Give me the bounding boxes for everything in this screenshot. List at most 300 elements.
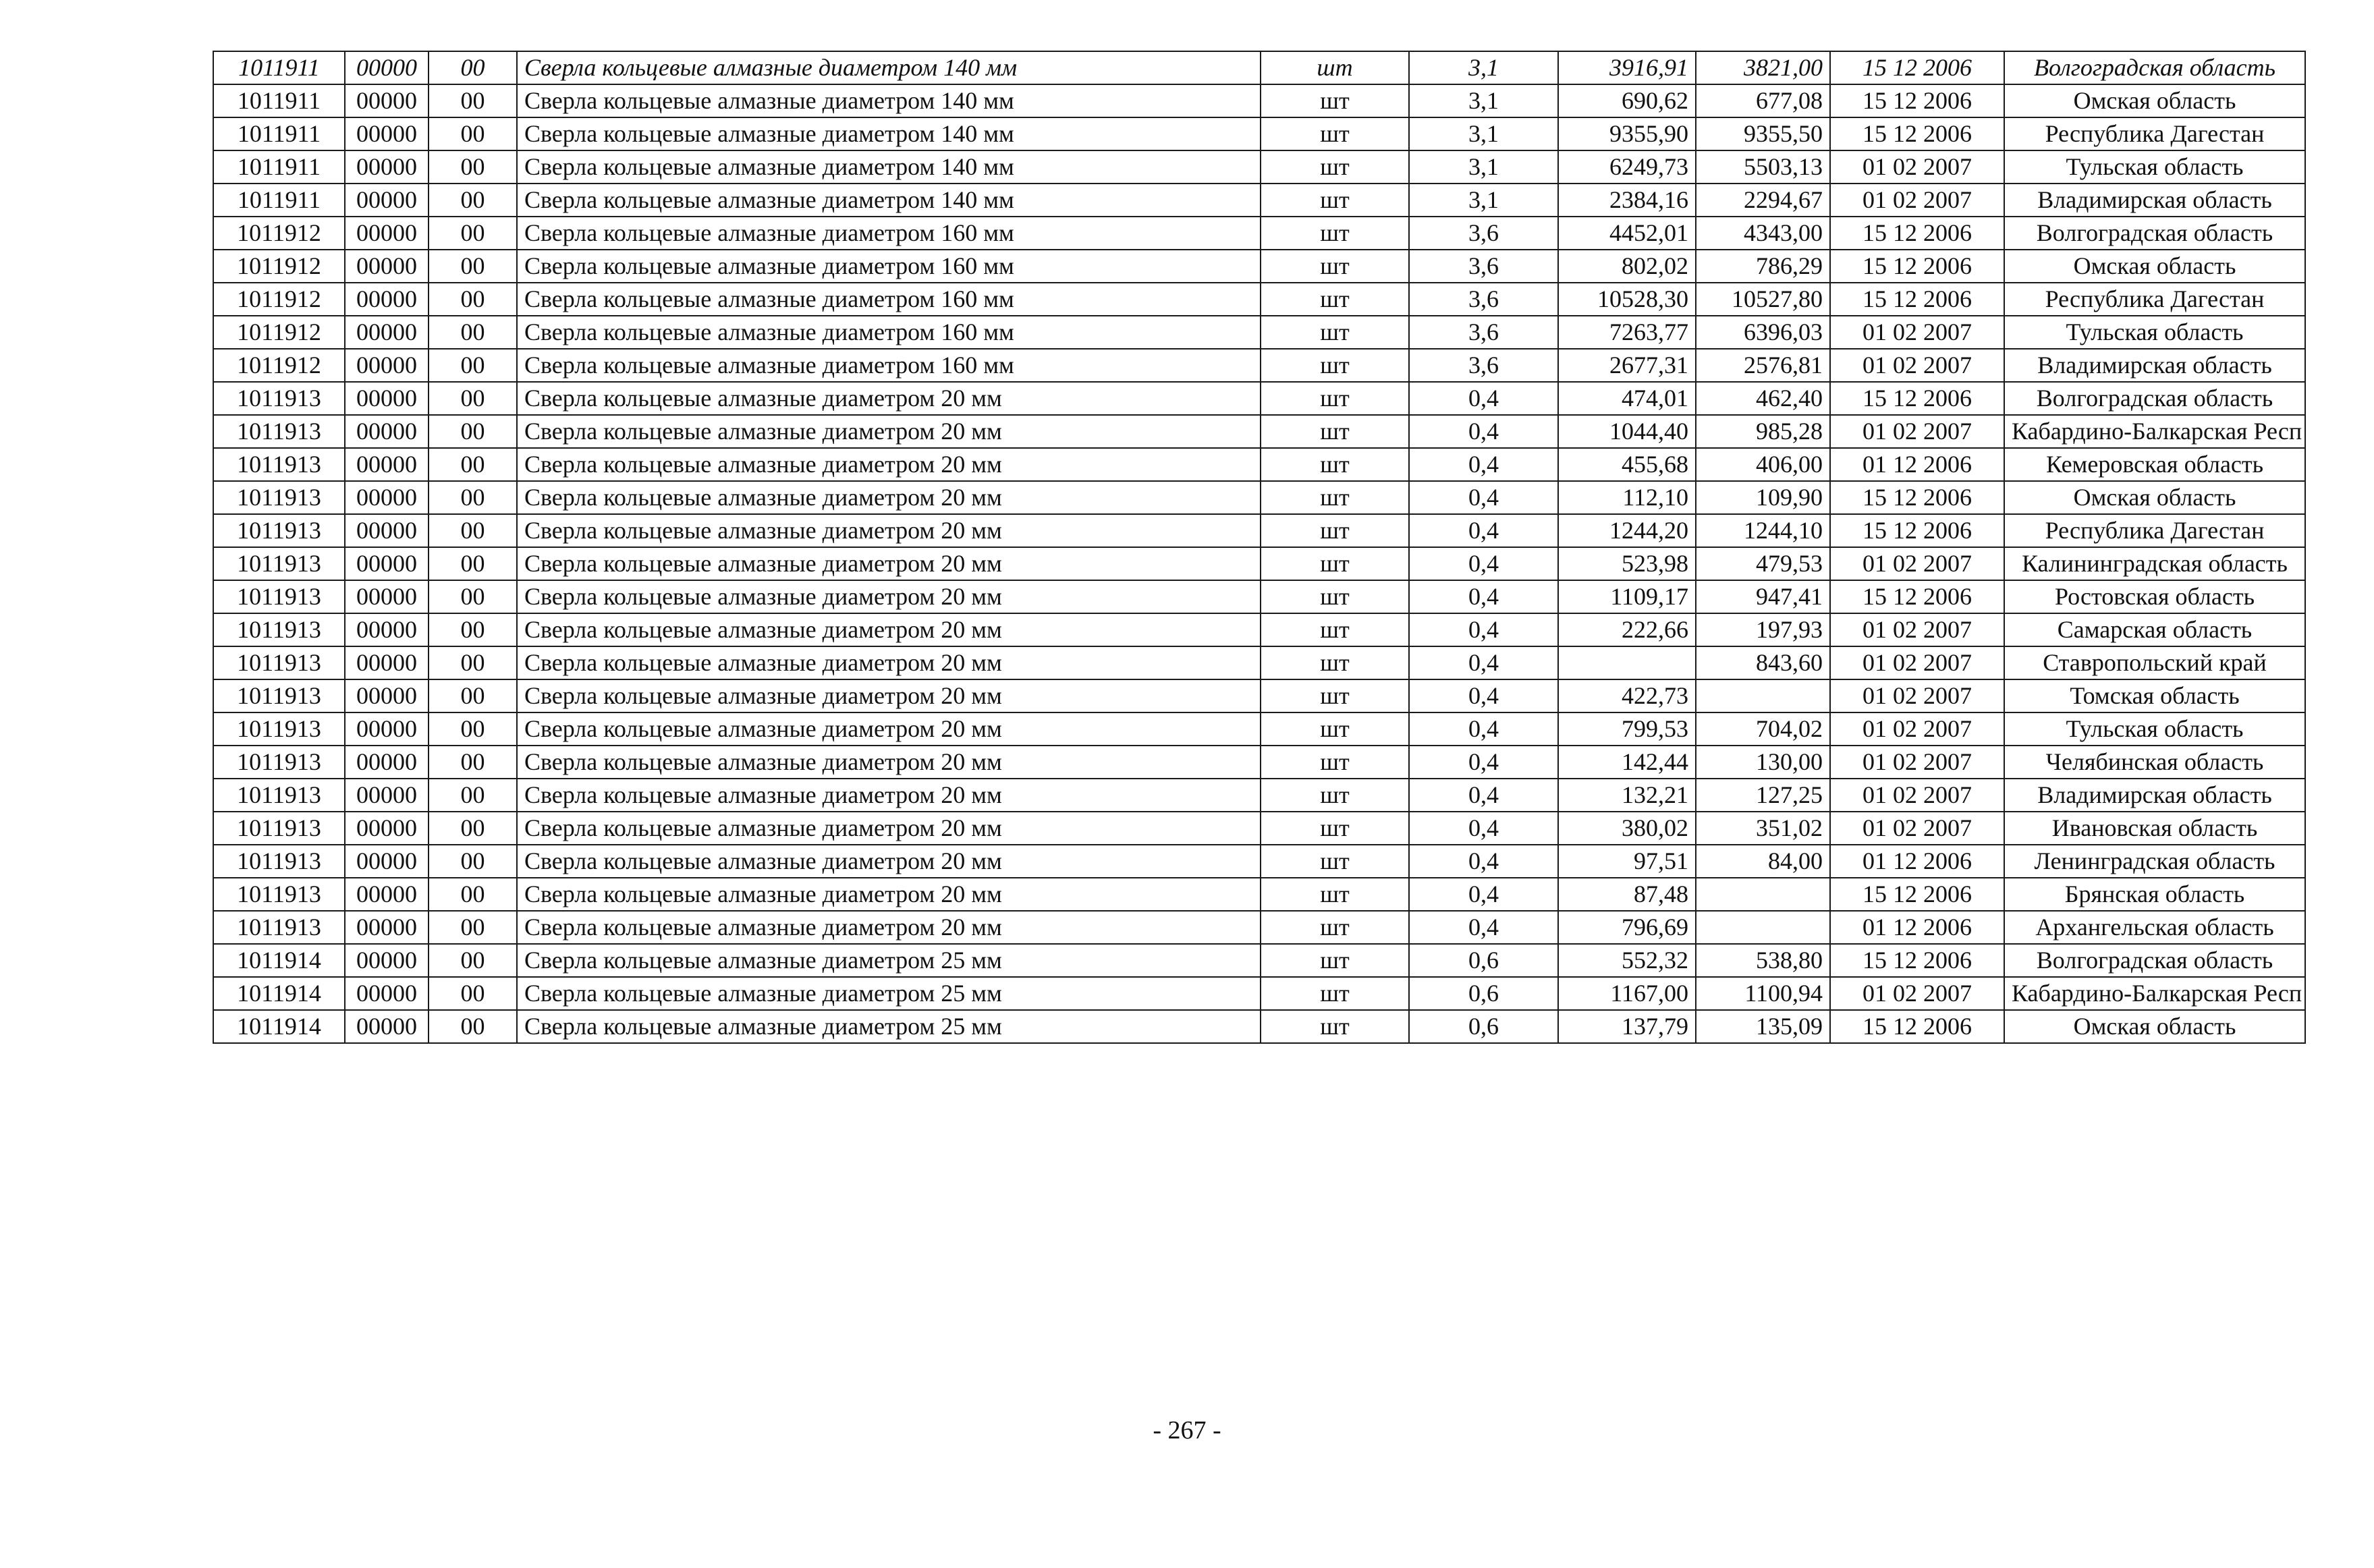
region-cell: Волгоградская область [2004,944,2305,977]
table-row [213,283,2305,316]
price-2-cell: 843,60 [1696,646,1830,679]
weight-cell: 0,4 [1409,845,1558,878]
price-2-cell: 406,00 [1696,448,1830,481]
unit-cell: шт [1261,779,1409,812]
version-cell: 00 [429,250,517,283]
version-cell: 00 [429,878,517,911]
table-row [213,382,2305,415]
region-cell: Омская область [2004,250,2305,283]
item-code-cell: 1011911 [213,117,345,150]
price-2-cell: 9355,50 [1696,117,1830,150]
table-row [213,415,2305,448]
item-code-cell: 1011913 [213,646,345,679]
date-cell: 01 12 2006 [1830,448,2004,481]
weight-cell: 0,4 [1409,514,1558,547]
version-cell: 00 [429,283,517,316]
price-2-cell: 479,53 [1696,547,1830,580]
region-cell: Тульская область [2004,150,2305,184]
region-cell: Кабардино-Балкарская Респ [2004,415,2305,448]
item-code-cell: 1011912 [213,250,345,283]
version-cell: 00 [429,580,517,613]
date-cell: 01 02 2007 [1830,646,2004,679]
price-1-cell: 690,62 [1558,84,1696,117]
weight-cell: 0,6 [1409,977,1558,1010]
price-1-cell: 222,66 [1558,613,1696,646]
price-2-cell: 1100,94 [1696,977,1830,1010]
product-name-cell: Сверла кольцевые алмазные диаметром 20 мм [517,547,1261,580]
version-cell: 00 [429,779,517,812]
price-2-cell: 538,80 [1696,944,1830,977]
price-1-cell: 97,51 [1558,845,1696,878]
weight-cell: 0,4 [1409,911,1558,944]
product-name-cell: Сверла кольцевые алмазные диаметром 140 мм [517,184,1261,217]
version-cell: 00 [429,415,517,448]
item-code-cell: 1011913 [213,845,345,878]
region-cell: Ивановская область [2004,812,2305,845]
sub-code-cell: 00000 [345,448,429,481]
date-cell: 15 12 2006 [1830,250,2004,283]
price-1-cell: 9355,90 [1558,117,1696,150]
price-1-cell: 422,73 [1558,679,1696,712]
item-code-cell: 1011913 [213,580,345,613]
weight-cell: 3,6 [1409,283,1558,316]
version-cell: 00 [429,514,517,547]
sub-code-cell: 00000 [345,316,429,349]
unit-cell: шт [1261,283,1409,316]
region-cell: Тульская область [2004,316,2305,349]
weight-cell: 0,4 [1409,481,1558,514]
region-cell: Республика Дагестан [2004,514,2305,547]
region-cell: Ставропольский край [2004,646,2305,679]
region-cell: Калининградская область [2004,547,2305,580]
item-code-cell: 1011913 [213,712,345,746]
table-row [213,448,2305,481]
item-code-cell: 1011913 [213,481,345,514]
price-1-cell: 10528,30 [1558,283,1696,316]
version-cell: 00 [429,448,517,481]
date-cell: 01 02 2007 [1830,812,2004,845]
table-row [213,217,2305,250]
date-cell: 15 12 2006 [1830,382,2004,415]
table-row [213,977,2305,1010]
product-name-cell: Сверла кольцевые алмазные диаметром 160 мм [517,316,1261,349]
sub-code-cell: 00000 [345,679,429,712]
price-1-cell: 112,10 [1558,481,1696,514]
price-2-cell: 84,00 [1696,845,1830,878]
date-cell: 01 02 2007 [1830,779,2004,812]
date-cell: 15 12 2006 [1830,84,2004,117]
sub-code-cell: 00000 [345,283,429,316]
item-code-cell: 1011913 [213,415,345,448]
table-row [213,878,2305,911]
sub-code-cell: 00000 [345,250,429,283]
sub-code-cell: 00000 [345,514,429,547]
unit-cell: шт [1261,51,1409,84]
date-cell: 15 12 2006 [1830,514,2004,547]
table-row [213,117,2305,150]
region-cell: Томская область [2004,679,2305,712]
region-cell: Самарская область [2004,613,2305,646]
item-code-cell: 1011913 [213,779,345,812]
price-table [213,51,2306,1044]
price-1-cell [1558,646,1696,679]
table-row [213,514,2305,547]
table-row [213,646,2305,679]
unit-cell: шт [1261,679,1409,712]
date-cell: 15 12 2006 [1830,51,2004,84]
weight-cell: 3,1 [1409,117,1558,150]
date-cell: 01 02 2007 [1830,712,2004,746]
unit-cell: шт [1261,580,1409,613]
date-cell: 01 02 2007 [1830,415,2004,448]
table-row [213,184,2305,217]
price-2-cell: 2576,81 [1696,349,1830,382]
version-cell: 00 [429,117,517,150]
version-cell: 00 [429,217,517,250]
product-name-cell: Сверла кольцевые алмазные диаметром 20 мм [517,878,1261,911]
item-code-cell: 1011911 [213,84,345,117]
unit-cell: шт [1261,84,1409,117]
price-1-cell: 1109,17 [1558,580,1696,613]
product-name-cell: Сверла кольцевые алмазные диаметром 140 мм [517,150,1261,184]
price-2-cell: 135,09 [1696,1010,1830,1043]
product-name-cell: Сверла кольцевые алмазные диаметром 20 мм [517,911,1261,944]
weight-cell: 3,6 [1409,250,1558,283]
item-code-cell: 1011912 [213,349,345,382]
weight-cell: 3,1 [1409,184,1558,217]
price-2-cell [1696,911,1830,944]
price-1-cell: 523,98 [1558,547,1696,580]
price-1-cell: 552,32 [1558,944,1696,977]
unit-cell: шт [1261,613,1409,646]
version-cell: 00 [429,184,517,217]
weight-cell: 3,6 [1409,316,1558,349]
product-name-cell: Сверла кольцевые алмазные диаметром 20 мм [517,712,1261,746]
sub-code-cell: 00000 [345,812,429,845]
unit-cell: шт [1261,184,1409,217]
weight-cell: 3,1 [1409,51,1558,84]
weight-cell: 0,6 [1409,944,1558,977]
price-1-cell: 2384,16 [1558,184,1696,217]
product-name-cell: Сверла кольцевые алмазные диаметром 20 мм [517,415,1261,448]
version-cell: 00 [429,977,517,1010]
unit-cell: шт [1261,845,1409,878]
price-2-cell: 677,08 [1696,84,1830,117]
price-1-cell: 455,68 [1558,448,1696,481]
sub-code-cell: 00000 [345,84,429,117]
region-cell: Кемеровская область [2004,448,2305,481]
weight-cell: 0,4 [1409,712,1558,746]
region-cell: Кабардино-Балкарская Респ [2004,977,2305,1010]
unit-cell: шт [1261,217,1409,250]
date-cell: 01 02 2007 [1830,150,2004,184]
unit-cell: шт [1261,415,1409,448]
weight-cell: 0,4 [1409,812,1558,845]
region-cell: Архангельская область [2004,911,2305,944]
region-cell: Республика Дагестан [2004,117,2305,150]
date-cell: 15 12 2006 [1830,944,2004,977]
item-code-cell: 1011913 [213,911,345,944]
weight-cell: 0,4 [1409,382,1558,415]
sub-code-cell: 00000 [345,977,429,1010]
unit-cell: шт [1261,746,1409,779]
version-cell: 00 [429,712,517,746]
table-row [213,481,2305,514]
item-code-cell: 1011913 [213,679,345,712]
price-2-cell: 786,29 [1696,250,1830,283]
unit-cell: шт [1261,878,1409,911]
region-cell: Республика Дагестан [2004,283,2305,316]
date-cell: 01 02 2007 [1830,746,2004,779]
version-cell: 00 [429,382,517,415]
region-cell: Волгоградская область [2004,382,2305,415]
version-cell: 00 [429,679,517,712]
item-code-cell: 1011913 [213,878,345,911]
unit-cell: шт [1261,150,1409,184]
price-2-cell: 109,90 [1696,481,1830,514]
sub-code-cell: 00000 [345,382,429,415]
weight-cell: 3,6 [1409,349,1558,382]
version-cell: 00 [429,746,517,779]
date-cell: 01 02 2007 [1830,184,2004,217]
item-code-cell: 1011913 [213,746,345,779]
date-cell: 15 12 2006 [1830,481,2004,514]
region-cell: Ленинградская область [2004,845,2305,878]
price-1-cell: 4452,01 [1558,217,1696,250]
region-cell: Ростовская область [2004,580,2305,613]
product-name-cell: Сверла кольцевые алмазные диаметром 20 мм [517,613,1261,646]
date-cell: 01 02 2007 [1830,547,2004,580]
region-cell: Челябинская область [2004,746,2305,779]
sub-code-cell: 00000 [345,613,429,646]
page-number: - 267 - [1153,1416,1221,1445]
price-1-cell: 137,79 [1558,1010,1696,1043]
product-name-cell: Сверла кольцевые алмазные диаметром 20 мм [517,779,1261,812]
table-row [213,613,2305,646]
date-cell: 15 12 2006 [1830,217,2004,250]
item-code-cell: 1011914 [213,944,345,977]
price-2-cell: 2294,67 [1696,184,1830,217]
date-cell: 01 02 2007 [1830,349,2004,382]
weight-cell: 3,1 [1409,84,1558,117]
sub-code-cell: 00000 [345,415,429,448]
table-row [213,845,2305,878]
item-code-cell: 1011913 [213,448,345,481]
date-cell: 15 12 2006 [1830,580,2004,613]
sub-code-cell: 00000 [345,712,429,746]
table-row [213,812,2305,845]
sub-code-cell: 00000 [345,51,429,84]
weight-cell: 0,4 [1409,580,1558,613]
price-2-cell: 704,02 [1696,712,1830,746]
price-2-cell: 6396,03 [1696,316,1830,349]
sub-code-cell: 00000 [345,779,429,812]
item-code-cell: 1011913 [213,514,345,547]
table-row [213,349,2305,382]
price-2-cell: 4343,00 [1696,217,1830,250]
date-cell: 01 02 2007 [1830,679,2004,712]
date-cell: 15 12 2006 [1830,283,2004,316]
sub-code-cell: 00000 [345,646,429,679]
weight-cell: 0,4 [1409,679,1558,712]
price-2-cell: 10527,80 [1696,283,1830,316]
unit-cell: шт [1261,481,1409,514]
price-1-cell: 7263,77 [1558,316,1696,349]
product-name-cell: Сверла кольцевые алмазные диаметром 25 мм [517,977,1261,1010]
weight-cell: 0,6 [1409,1010,1558,1043]
sub-code-cell: 00000 [345,878,429,911]
product-name-cell: Сверла кольцевые алмазные диаметром 20 мм [517,481,1261,514]
table-row [213,679,2305,712]
price-2-cell: 1244,10 [1696,514,1830,547]
unit-cell: шт [1261,117,1409,150]
version-cell: 00 [429,845,517,878]
sub-code-cell: 00000 [345,481,429,514]
table-row [213,84,2305,117]
table-row [213,580,2305,613]
version-cell: 00 [429,944,517,977]
price-1-cell: 3916,91 [1558,51,1696,84]
version-cell: 00 [429,51,517,84]
version-cell: 00 [429,646,517,679]
version-cell: 00 [429,150,517,184]
table-row [213,944,2305,977]
price-1-cell: 6249,73 [1558,150,1696,184]
price-1-cell: 796,69 [1558,911,1696,944]
sub-code-cell: 00000 [345,1010,429,1043]
sub-code-cell: 00000 [345,184,429,217]
product-name-cell: Сверла кольцевые алмазные диаметром 20 мм [517,514,1261,547]
product-name-cell: Сверла кольцевые алмазные диаметром 20 мм [517,812,1261,845]
price-2-cell: 351,02 [1696,812,1830,845]
product-name-cell: Сверла кольцевые алмазные диаметром 160 мм [517,283,1261,316]
sub-code-cell: 00000 [345,746,429,779]
table-row [213,746,2305,779]
version-cell: 00 [429,84,517,117]
unit-cell: шт [1261,646,1409,679]
sub-code-cell: 00000 [345,349,429,382]
date-cell: 15 12 2006 [1830,878,2004,911]
unit-cell: шт [1261,944,1409,977]
sub-code-cell: 00000 [345,547,429,580]
date-cell: 01 12 2006 [1830,845,2004,878]
price-1-cell: 799,53 [1558,712,1696,746]
price-1-cell: 1244,20 [1558,514,1696,547]
sub-code-cell: 00000 [345,911,429,944]
sub-code-cell: 00000 [345,944,429,977]
version-cell: 00 [429,613,517,646]
unit-cell: шт [1261,547,1409,580]
price-1-cell: 1044,40 [1558,415,1696,448]
item-code-cell: 1011912 [213,283,345,316]
product-name-cell: Сверла кольцевые алмазные диаметром 140 мм [517,84,1261,117]
unit-cell: шт [1261,1010,1409,1043]
item-code-cell: 1011912 [213,217,345,250]
sub-code-cell: 00000 [345,580,429,613]
version-cell: 00 [429,911,517,944]
unit-cell: шт [1261,382,1409,415]
weight-cell: 0,4 [1409,646,1558,679]
date-cell: 01 02 2007 [1830,316,2004,349]
unit-cell: шт [1261,712,1409,746]
weight-cell: 0,4 [1409,746,1558,779]
weight-cell: 3,1 [1409,150,1558,184]
price-1-cell: 380,02 [1558,812,1696,845]
region-cell: Брянская область [2004,878,2305,911]
weight-cell: 0,4 [1409,448,1558,481]
table-body [213,51,2305,1043]
price-2-cell: 5503,13 [1696,150,1830,184]
table-row [213,150,2305,184]
unit-cell: шт [1261,250,1409,283]
unit-cell: шт [1261,316,1409,349]
date-cell: 01 02 2007 [1830,977,2004,1010]
region-cell: Волгоградская область [2004,217,2305,250]
table-row [213,712,2305,746]
date-cell: 15 12 2006 [1830,1010,2004,1043]
date-cell: 15 12 2006 [1830,117,2004,150]
version-cell: 00 [429,316,517,349]
product-name-cell: Сверла кольцевые алмазные диаметром 140 мм [517,51,1261,84]
sub-code-cell: 00000 [345,150,429,184]
product-name-cell: Сверла кольцевые алмазные диаметром 140 мм [517,117,1261,150]
sub-code-cell: 00000 [345,217,429,250]
version-cell: 00 [429,349,517,382]
unit-cell: шт [1261,977,1409,1010]
weight-cell: 0,4 [1409,878,1558,911]
item-code-cell: 1011911 [213,51,345,84]
product-name-cell: Сверла кольцевые алмазные диаметром 20 мм [517,580,1261,613]
product-name-cell: Сверла кольцевые алмазные диаметром 160 мм [517,217,1261,250]
price-1-cell: 1167,00 [1558,977,1696,1010]
product-name-cell: Сверла кольцевые алмазные диаметром 160 мм [517,250,1261,283]
price-2-cell [1696,679,1830,712]
product-name-cell: Сверла кольцевые алмазные диаметром 25 мм [517,1010,1261,1043]
price-2-cell: 127,25 [1696,779,1830,812]
product-name-cell: Сверла кольцевые алмазные диаметром 25 мм [517,944,1261,977]
product-name-cell: Сверла кольцевые алмазные диаметром 20 мм [517,382,1261,415]
product-name-cell: Сверла кольцевые алмазные диаметром 20 мм [517,746,1261,779]
product-name-cell: Сверла кольцевые алмазные диаметром 20 мм [517,646,1261,679]
price-2-cell: 3821,00 [1696,51,1830,84]
table-row [213,51,2305,84]
region-cell: Омская область [2004,481,2305,514]
region-cell: Владимирская область [2004,349,2305,382]
unit-cell: шт [1261,514,1409,547]
version-cell: 00 [429,1010,517,1043]
price-1-cell: 474,01 [1558,382,1696,415]
region-cell: Владимирская область [2004,779,2305,812]
item-code-cell: 1011911 [213,184,345,217]
sub-code-cell: 00000 [345,117,429,150]
price-2-cell: 947,41 [1696,580,1830,613]
price-1-cell: 87,48 [1558,878,1696,911]
unit-cell: шт [1261,812,1409,845]
region-cell: Тульская область [2004,712,2305,746]
region-cell: Владимирская область [2004,184,2305,217]
weight-cell: 0,4 [1409,779,1558,812]
price-2-cell: 130,00 [1696,746,1830,779]
date-cell: 01 02 2007 [1830,613,2004,646]
table-row [213,779,2305,812]
table-row [213,1010,2305,1043]
item-code-cell: 1011911 [213,150,345,184]
product-name-cell: Сверла кольцевые алмазные диаметром 160 мм [517,349,1261,382]
version-cell: 00 [429,812,517,845]
price-2-cell: 197,93 [1696,613,1830,646]
product-name-cell: Сверла кольцевые алмазные диаметром 20 мм [517,679,1261,712]
item-code-cell: 1011913 [213,382,345,415]
